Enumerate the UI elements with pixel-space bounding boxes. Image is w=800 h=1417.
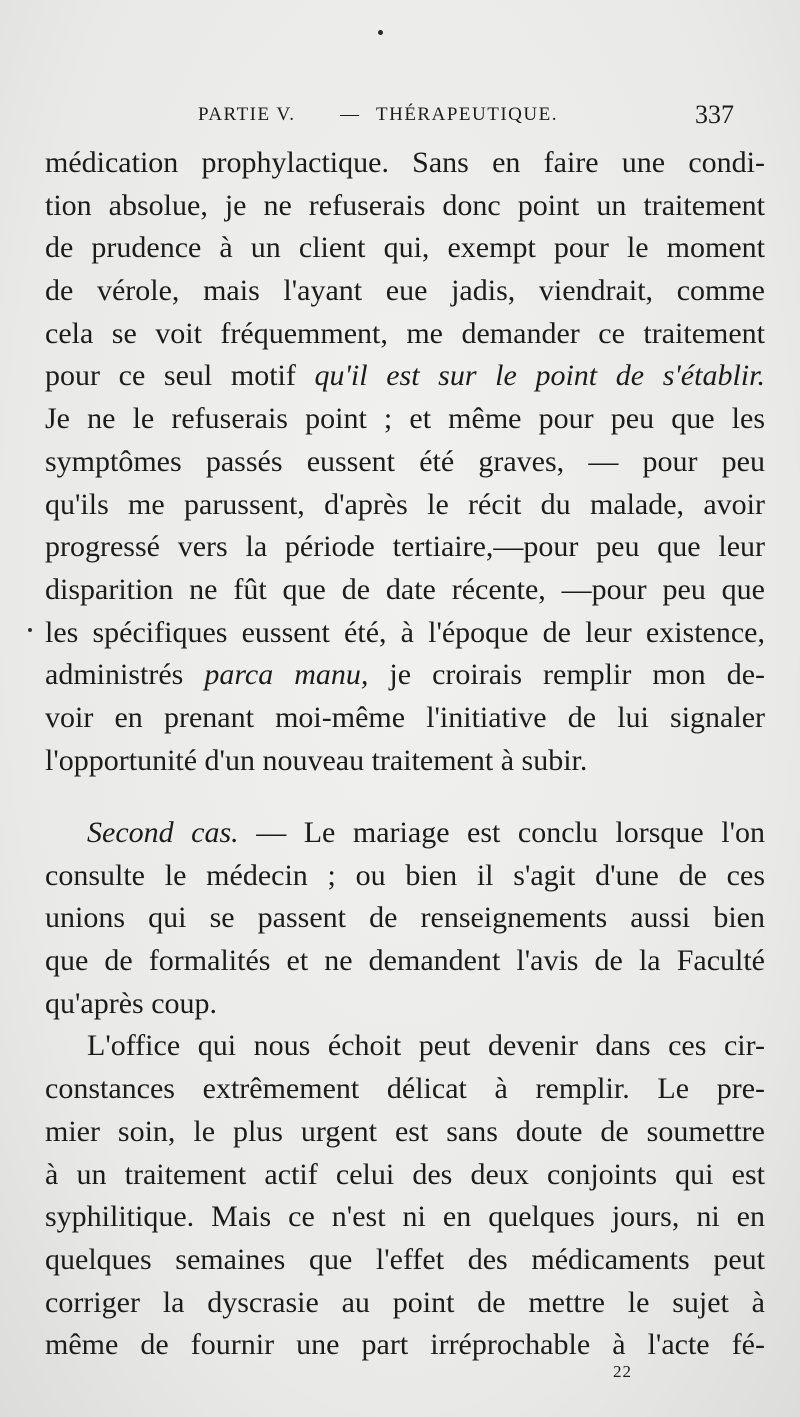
text-line: à un traitement actif celui des deux conjoints qui est (45, 1157, 765, 1191)
running-head-part: PARTIE V. (198, 104, 296, 125)
signature-mark: 22 (613, 1362, 632, 1381)
text-line-with-italic (45, 654, 765, 697)
text-line: quelques semaines que l'effet des médicaments peut (45, 1242, 765, 1276)
text-line: symptômes passés eussent été graves, — pour peu (45, 444, 765, 478)
text-line: cela se voit fréquemment, me demander ce traitement (45, 316, 765, 350)
text-line: de prudence à un client qui, exempt pour le moment (45, 231, 765, 265)
running-head (0, 100, 800, 132)
text-line: unions qui se passent de renseignements aussi bien (45, 901, 765, 935)
text-line: même de fournir une part irréprochable à l'acte fé- (45, 1328, 765, 1362)
text-line: syphilitique. Mais ce n'est ni en quelques jours, ni en (45, 1200, 765, 1234)
text-line-with-italic (45, 355, 765, 398)
ink-speck (378, 30, 383, 35)
text-line: consulte le médecin ; ou bien il s'agit d'une de ces (45, 858, 765, 892)
section-heading: Second cas. (87, 816, 239, 849)
running-head-dash: — (340, 104, 359, 125)
text-line: médication prophylactique. Sans en faire une condi- (45, 146, 765, 179)
text-fragment: administrés (45, 658, 184, 692)
text-line: progressé vers la période tertiaire,—pour peu que leur (45, 530, 765, 564)
text-line: les spécifiques eussent été, à l'époque de leur existence, (45, 615, 765, 649)
text-line: corriger la dyscrasie au point de mettre le sujet à (45, 1285, 765, 1319)
text-fragment: pour ce seul motif (45, 359, 296, 393)
text-line: constances extrêmement délicat à remplir. Le pre- (45, 1072, 765, 1106)
text-line: qu'ils me parussent, d'après le récit du malade, avoir (45, 487, 765, 521)
running-head-title: THÉRAPEUTIQUE. (376, 104, 558, 125)
text-line: disparition ne fût que de date récente, —pour peu que (45, 572, 765, 606)
text-line: l'opportunité d'un nouveau traitement à subir. (45, 743, 588, 777)
margin-speck (28, 628, 32, 632)
text-line-with-italic (45, 812, 765, 855)
text-line: tion absolue, je ne refuserais donc point un traitement (45, 188, 765, 222)
text-fragment: — Le mariage est conclu lorsque l'on (238, 816, 765, 849)
paragraph-1 (45, 142, 765, 782)
text-line: qu'après coup. (45, 986, 218, 1020)
text-line: que de formalités et ne demandent l'avis de la Faculté (45, 944, 765, 978)
text-line: L'office qui nous échoit peut devenir dans ces cir- (87, 1029, 765, 1063)
paragraph-2 (45, 812, 765, 1367)
text-line: voir en prenant moi-même l'initiative de lui signaler (45, 700, 765, 734)
text-fragment: je croirais remplir mon de- (368, 658, 765, 692)
text-line: de vérole, mais l'ayant eue jadis, viendrait, comme (45, 274, 765, 308)
italic-phrase: qu'il est sur le point de s'établir. (314, 359, 765, 393)
page-number: 337 (695, 100, 734, 129)
text-line: mier soin, le plus urgent est sans doute de soumettre (45, 1114, 765, 1148)
text-line: Je ne le refuserais point ; et même pour peu que les (45, 402, 765, 436)
italic-phrase: parca manu, (204, 658, 369, 692)
